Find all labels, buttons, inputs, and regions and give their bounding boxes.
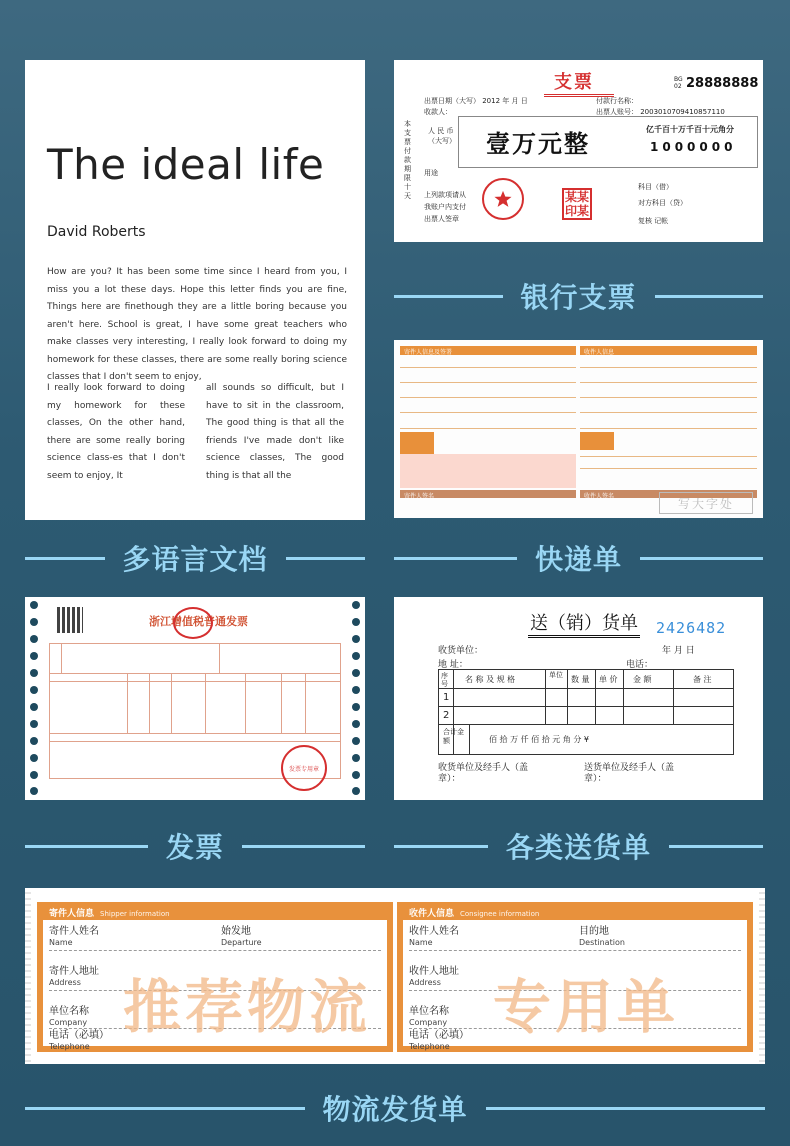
invoice-top-stamp <box>173 607 213 639</box>
express-row-line <box>400 397 576 398</box>
cheque-square-stamp: 某某印某 <box>562 188 592 220</box>
caption-express <box>394 538 763 578</box>
invoice-vline <box>171 673 172 733</box>
caption-line <box>640 557 763 560</box>
caption-invoice <box>25 826 365 866</box>
cheque-bank: 付款行名称： <box>596 97 638 105</box>
delivery-col-line <box>595 670 596 724</box>
cheque-code: BG 02 <box>674 76 683 90</box>
caption-delivery-notes <box>394 826 763 866</box>
delivery-header-name: 名 称 及 规 格 <box>465 675 516 684</box>
cheque-digits: 1000000 <box>650 140 737 154</box>
cheque-subject-credit: 对方科目（贷） <box>638 199 687 207</box>
caption-text: 多语言文档 <box>122 543 268 576</box>
letter-author: David Roberts <box>47 224 146 240</box>
express-row-line <box>580 412 757 413</box>
delivery-note-card <box>394 597 763 800</box>
letter-column-right: all sounds so difficult, but I have to sit in the classroom, The good thing is that all the friends I've made don't like science classes, The good thing is that all the <box>206 383 344 481</box>
logistics-form-card <box>25 888 765 1064</box>
cheque-number: 28888888 <box>686 76 759 91</box>
delivery-header-remark: 备 注 <box>693 675 712 684</box>
delivery-table <box>438 669 734 755</box>
delivery-header-unit: 单位 <box>549 671 563 679</box>
cheque-side-text: 本支票付款期限十天 <box>404 120 411 200</box>
caption-multilingual-doc <box>25 538 365 578</box>
express-row-line <box>400 412 576 413</box>
field-destination: 目的地 Destination <box>579 926 625 947</box>
delivery-title: 送（销）货单 <box>530 613 638 634</box>
cheque-amount-text: 壹万元整 <box>486 129 590 158</box>
invoice-card <box>25 597 365 800</box>
field-receiver-phone: 电话（必填） Telephone <box>409 1030 469 1051</box>
logistics-receiver-panel <box>397 902 753 1052</box>
field-sender-phone: 电话（必填） Telephone <box>49 1030 109 1051</box>
delivery-number: 2426482 <box>656 619 727 637</box>
delivery-total-units: 佰 拾 万 仟 佰 拾 元 角 分 ¥ <box>489 735 589 744</box>
caption-line <box>394 295 503 298</box>
caption-line <box>486 1107 766 1110</box>
logistics-sender-head-en: Shipper information <box>100 910 170 918</box>
bank-cheque-card <box>394 60 763 242</box>
cheque-review: 复核 记帐 <box>638 217 669 225</box>
caption-logistics <box>25 1088 765 1128</box>
express-waybill-card <box>394 340 763 518</box>
invoice-hline <box>49 673 341 674</box>
delivery-phone: 电话： <box>626 660 654 670</box>
invoice-hline <box>49 733 341 734</box>
cheque-date: 出票日期（大写） 2012 年 月 日 <box>424 97 528 105</box>
invoice-vline <box>127 673 128 733</box>
caption-text: 各类送货单 <box>506 831 652 864</box>
caption-line <box>669 845 763 848</box>
invoice-right-holes <box>347 597 365 800</box>
delivery-col-line <box>567 670 568 724</box>
caption-line <box>394 845 488 848</box>
cheque-account: 出票人账号： 2003010709410857110 <box>596 108 725 116</box>
cheque-note-3: 出票人签章 <box>424 215 459 223</box>
express-row-line <box>580 367 757 368</box>
caption-line <box>286 557 366 560</box>
field-origin: 始发地 Departure <box>221 926 262 947</box>
caption-text: 发票 <box>166 831 225 864</box>
watermark-left: 推荐物流 <box>123 973 372 1041</box>
delivery-address: 地 址： <box>438 660 468 670</box>
logistics-left-perforation <box>25 888 31 1064</box>
caption-line <box>655 295 764 298</box>
delivery-header-seq: 序号 <box>441 672 448 688</box>
delivery-row-1: 1 <box>443 692 450 703</box>
invoice-hline <box>49 741 341 742</box>
delivery-col-line <box>673 670 674 724</box>
field-receiver-company: 单位名称 Company <box>409 1006 449 1027</box>
letter-document-card <box>25 60 365 520</box>
letter-paragraph: How are you? It has been some time since I heard from you, I miss you a lot these days. Hope this letter finds you are fine, Things here are finethough they are a little boring because you aren't here. School is great, I have some great teachers who make classes very interesting, I really look forward to doing my homework for these classes, there are some really boring science classes that I don't seem to enjoy, <box>47 267 347 382</box>
logistics-sender-head-cn: 寄件人信息 <box>49 909 95 919</box>
delivery-sender-sig: 送货单位及经手人（盖章）： <box>584 763 675 784</box>
caption-line <box>25 845 148 848</box>
logistics-receiver-head-cn: 收件人信息 <box>409 909 455 919</box>
express-sender-head-text: 寄件人信息及签署 <box>404 349 453 356</box>
cheque-note-2: 我账户内支付 <box>424 203 466 211</box>
logistics-receiver-head-en: Consignee information <box>460 910 540 918</box>
cheque-payee: 收款人： <box>424 108 452 116</box>
cheque-subject-debit: 科目（借） <box>638 183 673 191</box>
field-dash-line <box>409 950 741 951</box>
delivery-total-label: 合计金额 <box>443 728 464 745</box>
caption-line <box>25 557 105 560</box>
express-row-line <box>400 382 576 383</box>
cheque-rmb-label: 人 民 币（大写） <box>428 127 456 145</box>
express-handwrite-box: 写大字处 <box>659 492 753 514</box>
letter-column-left: I really look forward to doing my homework for these classes, On the other hand, there are some really boring science class-es that I don't seem to enjoy, It <box>47 383 185 481</box>
cheque-unit-header: 亿千百十万千百十元角分 <box>646 125 734 134</box>
express-sender-sign: 寄件人签名 <box>404 493 435 500</box>
invoice-vline <box>305 673 306 733</box>
logistics-receiver-header <box>403 908 747 920</box>
caption-line <box>394 557 517 560</box>
logistics-sender-header <box>43 908 387 920</box>
cheque-round-stamp <box>482 178 524 220</box>
delivery-receiver-sig: 收货单位及经手人（盖章）： <box>438 763 529 784</box>
delivery-header-amount: 金 额 <box>633 675 652 684</box>
invoice-vline <box>245 673 246 733</box>
cheque-title: 支票 <box>554 72 594 93</box>
delivery-row-line <box>439 688 733 689</box>
cheque-usage: 用途 <box>424 169 438 177</box>
delivery-header-qty: 数 量 <box>571 675 590 684</box>
qr-code-icon <box>57 607 83 633</box>
delivery-row-line <box>439 706 733 707</box>
field-receiver-name: 收件人姓名 Name <box>409 926 459 947</box>
field-sender-company: 单位名称 Company <box>49 1006 89 1027</box>
express-row-line <box>580 382 757 383</box>
field-sender-name: 寄件人姓名 Name <box>49 926 99 947</box>
invoice-vline <box>205 673 206 733</box>
invoice-vline <box>61 643 62 673</box>
invoice-vline <box>219 643 220 673</box>
express-row-line <box>580 468 757 469</box>
express-charge-box <box>580 432 614 450</box>
caption-bank-cheque <box>394 276 763 316</box>
delivery-row-line <box>439 724 733 725</box>
express-row-line <box>400 367 576 368</box>
star-icon <box>494 190 512 208</box>
delivery-date: 年 月 日 <box>662 646 695 656</box>
logistics-sender-panel <box>37 902 393 1052</box>
delivery-col-line <box>623 670 624 724</box>
invoice-hline <box>49 681 341 682</box>
logistics-right-perforation <box>759 888 765 1064</box>
field-receiver-address: 收件人地址 Address <box>409 966 459 987</box>
invoice-vline <box>281 673 282 733</box>
delivery-col-line <box>545 670 546 724</box>
delivery-title-underline <box>528 635 640 638</box>
express-receiver-head-text: 收件人信息 <box>584 349 615 356</box>
field-sender-address: 寄件人地址 Address <box>49 966 99 987</box>
express-notice-box <box>400 454 576 488</box>
watermark-right: 专用单 <box>493 973 680 1041</box>
delivery-col-line <box>469 724 470 754</box>
delivery-header-price: 单 价 <box>599 675 618 684</box>
caption-line <box>25 1107 305 1110</box>
invoice-title: 浙江增值税普通发票 <box>149 615 248 628</box>
express-row-line <box>580 456 757 457</box>
invoice-left-holes <box>25 597 43 800</box>
express-row-line <box>580 428 757 429</box>
field-dash-line <box>49 950 381 951</box>
express-package-box <box>400 432 434 454</box>
delivery-customer: 收货单位： <box>438 646 484 656</box>
caption-line <box>242 845 365 848</box>
caption-text: 快递单 <box>535 543 623 576</box>
delivery-row-2: 2 <box>443 710 450 721</box>
express-row-line <box>400 428 576 429</box>
caption-text: 物流发货单 <box>322 1093 468 1126</box>
cheque-note-1: 上列款项请从 <box>424 191 466 199</box>
letter-title: The ideal life <box>47 140 325 189</box>
express-row-line <box>580 397 757 398</box>
invoice-seal-stamp: 发票专用章 <box>281 745 327 791</box>
express-receiver-sign: 收件人签名 <box>584 493 615 500</box>
invoice-vline <box>149 673 150 733</box>
caption-text: 银行支票 <box>520 281 637 314</box>
